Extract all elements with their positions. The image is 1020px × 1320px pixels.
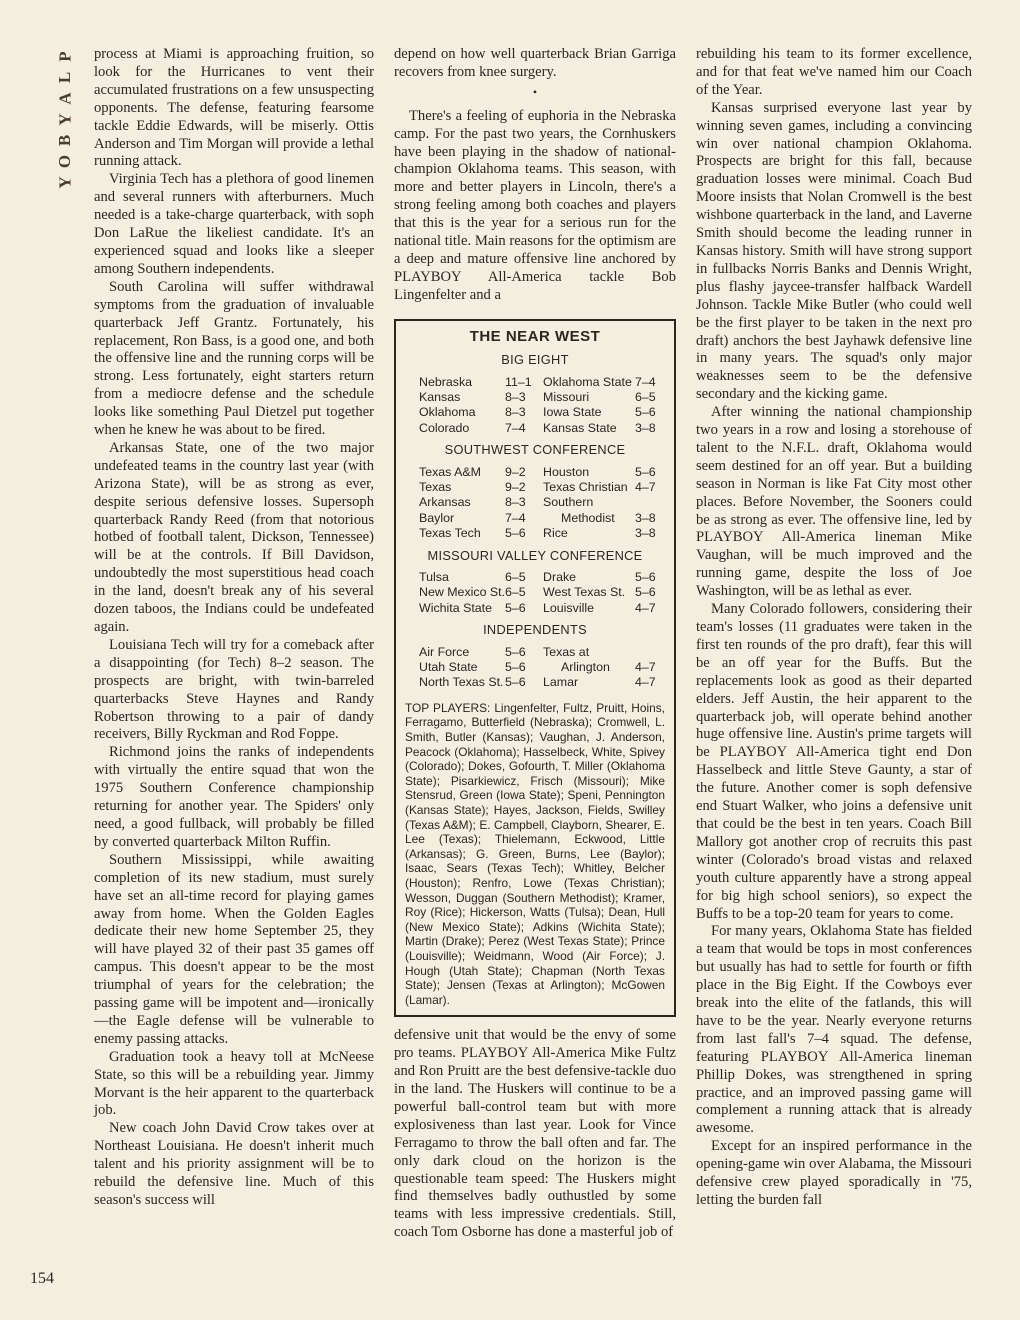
conference-heading: SOUTHWEST CONFERENCE [444,442,626,458]
article-paragraph: South Carolina will suffer withdrawal symptoms from the graduation of invaluable quarterback Jeff Grantz. Fortunately, his replacement, Ron Bass, is a good one, and both the offensive line and the running corps will be strong. Less fortunately, eight starters return from a mediocre defense and the schedule looks like something Paul Dietzel put together when he knew he was about to be fired. [94,278,374,439]
team-record: 5–6 [505,526,526,541]
sidebar-title: THE NEAR WEST [469,327,601,345]
team-name: Texas [419,479,452,494]
team-name: Nebraska [419,374,473,389]
team-name: Texas Tech [419,526,481,541]
team-name: Utah State [419,660,478,674]
team-name: Southern [543,495,594,510]
team-record: 9–2 [505,479,526,494]
article-paragraph: After winning the national championship two years in a row and losing a storehouse of talent to the N.F.L. draft, Oklahoma would seem destined for an off year. But a building season in Norman is like Fat City most other places. Before November, the Sooners could be as strong as ever. The offensive line, led by PLAYBOY All-America lineman Mike Vaughan, will be much improved and the running game, despite the loss of Joe Washington, will be as lethal as ever. [696,404,972,600]
team-name: Rice [543,526,568,541]
article-paragraph: rebuilding his team to its former excellence, and for that feat we've named him our Coach of the Year. [696,46,972,98]
team-name: Texas A&M [419,464,481,479]
team-record: 7–4 [635,374,656,389]
standings-table [419,645,665,691]
gutter-letter: Y [55,113,75,126]
gutter-letter: O [55,154,75,169]
article-paragraph: Arkansas State, one of the two major undefeated teams in the country last year (with Arizona State), will be as strong as ever, despite serious defensive losses. Supersoph quarterback Randy Reed (from that notorious hotbed of football talent, Dickson, Tennessee) will be at the controls. If Bill Davidson, undoubtedly the most superstitious head coach in the land, doesn't break any of his several dozen taboos, the Indians could be undefeated again. [94,439,374,635]
standings-table [419,375,665,437]
article-paragraph: process at Miami is approaching fruition, so look for the Hurricanes to vent their accumulated frustrations on a few unsuspecting opponents. The defense, featuring fearsome tackle Eddie Edwards, will be miserly. Ottis Anderson and Tim Morgan will provide a lethal running attack. [94,46,374,170]
gutter-letter: P [55,51,75,62]
standings-sections [405,352,665,691]
article-paragraph: Louisiana Tech will try for a comeback after a disappointing (for Tech) 8–2 season. The prospects are bright, with twin-barreled quarterbacks Steve Haynes and Randy Robertson throwing to a pair of dandy receivers, Billy Ryckman and Rod Foppe. [94,636,374,743]
team-record: 4–7 [635,675,656,690]
section-bullet: • [532,84,538,99]
team-record: 3–8 [635,526,656,541]
team-name: Wichita State [419,600,492,615]
team-name: Methodist [561,510,615,525]
gutter-letter: B [55,134,75,147]
page-number: 154 [30,1270,54,1287]
conference-heading: INDEPENDENTS [483,622,587,638]
conference-heading: BIG EIGHT [501,352,569,368]
playboy-gutter-logo [52,46,78,193]
team-record: 3–8 [635,510,656,525]
article-paragraph: Graduation took a heavy toll at McNeese State, so this will be a rebuilding year. Jimmy Morvant is the heir apparent to the quarterback job. [94,1048,374,1119]
team-record: 5–6 [505,675,526,690]
team-name: Colorado [419,420,470,435]
article-paragraph: For many years, Oklahoma State has fielded a team that would be tops in most conferences but usually has had to settle for fourth or fifth place in the Big Eight. If the Cowboys ever break into the elite of the fatlands, this will have to be the year. Nearly everyone returns from last fall's 7–4 squad. The defense, featuring PLAYBOY All-America lineman Phillip Dokes, was strengthened in spring practice, and an improved passing game will complement a running attack that is already awesome. [696,923,972,1137]
team-name: Baylor [419,510,455,525]
team-name: Arkansas [419,495,471,510]
team-name: Tulsa [419,569,449,584]
team-name: Houston [543,464,590,479]
top-players: TOP PLAYERS: Lingenfelter, Fultz, Pruitt, Hoins, Ferragamo, Butterfield (Nebraska); Cromwell, L. Smith, Butler (Kansas); Vaughan, J. Anderson, Peacock (Oklahoma); Hasselbeck, White, Spivey (Colorado); Dokes, Gofourth, T. Miller (Oklahoma State); Pisarkiewicz, Frisch (Missouri); Mike Stensrud, Green (Iowa State); Speni, Pennington (Kansas State); Hayes, Jackson, Fields, Swilley (Texas A&M); E. Campbell, Clayborn, Shearer, E. Lee (Texas); Thielemann, Eckwood, Little (Arkansas); G. Green, Burns, Lee (Baylor); Isaac, Sears (Texas Tech); Whitley, Belcher (Houston); Renfro, Lowe (Texas Christian); Wesson, Duggan (Southern Methodist); Kramer, Roy (Rice); Hickerson, Watts (Tulsa); Dean, Hull (New Mexico State); Adkins (Wichita State); Martin (Drake); Perez (West Texas State); Prince (Louisville); Weidmann, Wood (Air Force); J. Hough (Utah State); Chapman (North Texas State); Jensen (Texas at Arlington); McGowen (Lamar). [405,700,665,1007]
team-record: 7–4 [505,420,526,435]
article-paragraph: New coach John David Crow takes over at Northeast Louisiana. He doesn't inherit much talent and his priority assignment will be to rebuild the defensive line. Much of this season's success will [94,1120,374,1208]
team-name: Air Force [419,644,470,659]
column-2 [394,46,676,1242]
column-3 [696,46,972,1210]
team-record: 5–6 [505,644,526,659]
team-name: Oklahoma State [543,374,632,389]
article-paragraph: Except for an inspired performance in the opening-game win over Alabama, the Missouri defensive crew played sporadically in '75, letting the burden fall [696,1138,972,1208]
team-record: 4–7 [635,479,656,494]
team-name: Kansas [419,389,461,404]
team-record: 5–6 [635,464,656,479]
team-record: 4–7 [635,660,656,674]
team-name: Texas at [543,644,590,659]
team-record: 5–6 [635,405,656,420]
team-record: 7–4 [505,510,526,525]
standings-table [419,465,665,542]
team-name: Lamar [543,675,579,690]
article-paragraph: Southern Mississippi, while awaiting completion of its new stadium, must surely have set an all-time record for playing games away from home. When the Golden Eagles dedicate their new home September 25, they will have played 32 of their past 35 games off campus. This doesn't appear to be the most triumphal of years for the celebration; the passing game will be impotent and—ironically—the Eagle defense will be vulnerable to enemy passing attacks. [94,851,374,1047]
team-record: 6–5 [635,389,656,404]
team-name: Louisville [543,600,594,615]
gutter-letter: L [55,71,75,84]
team-record: 3–8 [635,420,656,435]
team-name: West Texas St. [543,585,626,600]
team-record: 5–6 [505,600,526,615]
team-record: 8–3 [505,389,526,404]
article-paragraph: Virginia Tech has a plethora of good linemen and several runners with afterburners. Much needed is a take-charge quarterback, with soph Don LaRue the likeliest candidate. It's an experienced squad and looks like a sleeper among Southern independents. [94,171,374,277]
team-record: 5–6 [635,569,656,584]
team-name: New Mexico St. [419,585,506,600]
article-paragraph: Kansas surprised everyone last year by winning seven games, including a convincing win over national champion Oklahoma. Prospects are bright for this fall, because graduation losses were minimal. Coach Bud Moore insists that Nolan Cromwell is the best wishbone quarterback in the land, and Laverne Smith should become the leading runner in Kansas history. Smith will have strong support in fullbacks Norris Banks and Dennis Wright, plus flashy jaycee-transfer halfback Wardell Johnson. Tackle Mike Butler (who could well be the first player to be taken in the next pro draft) anchors the best Jayhawk defensive line in many years. The squad's only major weaknesses seem to be the defensive secondary and the kicking game. [696,99,972,403]
team-name: Texas Christian [543,479,628,494]
article-paragraph: Many Colorado followers, considering their team's losses (11 graduates were taken in the first ten rounds of the pro draft), fear this will be an off year for the Buffs. But the replacements look as good as their departed elders. Jeff Austin, the heir apparent to the quarterback job, will operate behind another huge offensive line. Austin's prime targets will be PLAYBOY All-America tight end Don Hasselbeck and little Steve Gaunty, a star of the future. Another comer is soph defensive end Stuart Walker, who joins a defensive unit that could be the best in ten years. Coach Bill Mallory got another crop of recruits this past winter (Colorado's broad vistas and relaxed youth culture apparently have a strong appeal for big high school seniors), so expect the Buffs to be a top-20 team for years to come. [696,601,972,922]
conference-heading: MISSOURI VALLEY CONFERENCE [427,547,643,563]
team-name: Iowa State [543,405,602,420]
gutter-letter: Y [55,176,75,189]
team-record: 9–2 [505,464,526,479]
standings-table [419,570,665,616]
team-name: North Texas St. [419,675,504,690]
nebraska-paragraph: There's a feeling of euphoria in the Nebraska camp. For the past two years, the Cornhuskers have been playing in the shadow of national-champion Oklahoma teams. This season, with more and better players in Lincoln, there's a strong feeling among both coaches and players that this is the year for a serious run for the national title. Main reasons for the optimism are a deep and mature offensive line anchored by PLAYBOY All-America tackle Bob Lingenfelter and a [394,107,676,303]
team-name: Arlington [561,660,610,674]
team-record: 11–1 [505,374,532,389]
column-2-top-text: depend on how well quarterback Brian Garriga recovers from knee surgery. [394,46,676,80]
team-name: Missouri [543,389,590,404]
column-2-bottom-text: defensive unit that would be the envy of some pro teams. PLAYBOY All-America Mike Fultz and Ron Pruitt are the best defensive-tackle duo in the land. The Huskers will continue to be a powerful ball-control team but with more explosiveness than last year. Look for Vince Ferragamo to throw the ball often and far. The only dark cloud on the horizon is the questionable team speed: The Huskers might find themselves badly outhustled by some teams with less impressive credentials. Still, coach Tom Osborne has done a masterful job of [394,1027,676,1241]
team-record: 6–5 [505,569,526,584]
team-record [635,495,671,510]
team-record: 5–6 [505,660,526,674]
team-name: Kansas State [543,420,617,435]
gutter-letter: A [55,92,75,105]
team-record [635,645,671,660]
team-record: 5–6 [635,585,656,600]
column-1 [94,46,374,1210]
article-paragraph: Richmond joins the ranks of independents with virtually the entire squad that won the 1975 Southern Conference championship returning for another year. The Spiders' only need, a good fullback, will probably be filled by converted quarterback Milton Ruffin. [94,744,374,850]
team-name: Oklahoma [419,405,476,420]
team-record: 6–5 [505,585,526,600]
team-record: 8–3 [505,405,526,420]
team-record: 4–7 [635,600,656,615]
near-west-sidebar [394,319,676,1018]
team-name: Drake [543,569,577,584]
team-record: 8–3 [505,495,526,510]
